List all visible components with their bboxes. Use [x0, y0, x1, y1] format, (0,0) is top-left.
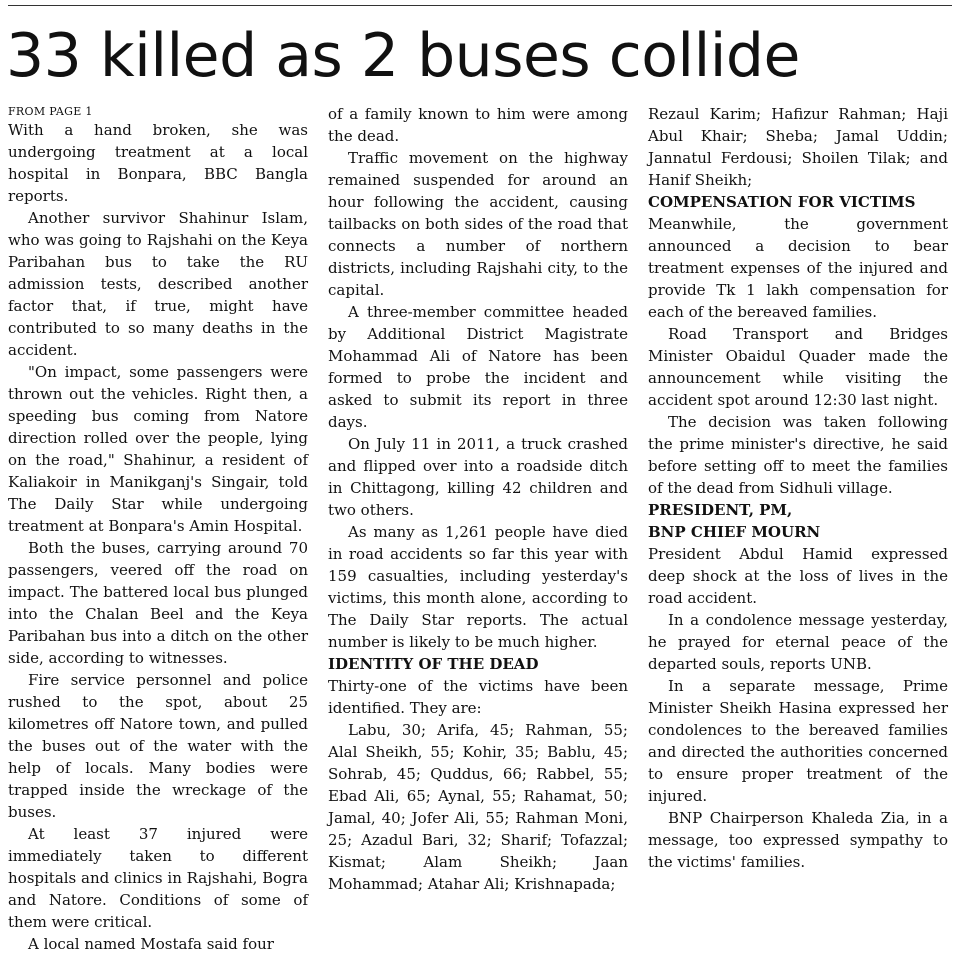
paragraph: Thirty-one of the victims have been identified. They are:	[328, 677, 628, 717]
paragraph: With a hand broken, she was undergoing treatment at a local hospital in Bonpara, BBC Bangla reports.	[8, 121, 308, 205]
paragraph: In a condolence message yesterday, he prayed for eternal peace of the departed souls, reports UNB.	[648, 611, 948, 673]
victim-list-continued: Rezaul Karim; Hafizur Rahman; Haji Abul Khair; Sheba; Jamal Uddin; Jannatul Ferdousi; Shoilen Tilak; and Hanif Sheikh;	[648, 105, 948, 189]
paragraph: Meanwhile, the government announced a decision to bear treatment expenses of the injured and provide Tk 1 lakh compensation for each of the bereaved families.	[648, 215, 948, 321]
subhead-mourn	[648, 499, 948, 543]
subhead-compensation: COMPENSATION FOR VICTIMS	[648, 193, 916, 211]
paragraph: A local named Mostafa said four	[28, 935, 274, 953]
paragraph: On July 11 in 2011, a truck crashed and flipped over into a roadside ditch in Chittagong, killing 42 children and two others.	[328, 435, 628, 519]
paragraph: BNP Chairperson Khaleda Zia, in a message, too expressed sympathy to the victims' families.	[648, 809, 948, 871]
paragraph: "On impact, some passengers were thrown out the vehicles. Right then, a speeding bus coming from Natore direction rolled over the people, lying on the road," Shahinur, a resident of Kaliakoir in Manikganj's Singair, told The Daily Star while undergoing treatment at Bonpara's Amin Hospital.	[8, 363, 308, 535]
paragraph: Road Transport and Bridges Minister Obaidul Quader made the announcement while visiting the accident spot around 12:30 last night.	[648, 325, 948, 409]
paragraph: The decision was taken following the prime minister's directive, he said before setting off to meet the families of the dead from Sidhuli village.	[648, 413, 948, 497]
paragraph: Both the buses, carrying around 70 passengers, veered off the road on impact. The battered local bus plunged into the Chalan Beel and the Keya Paribahan bus into a ditch on the other side, according to witnesses.	[8, 539, 308, 667]
paragraph: At least 37 injured were immediately taken to different hospitals and clinics in Rajshahi, Bogra and Natore. Conditions of some of them were critical.	[8, 825, 308, 931]
paragraph: As many as 1,261 people have died in road accidents so far this year with 159 casualties, including yesterday's victims, this month alone, according to The Daily Star reports. The actual number is likely to be much higher.	[328, 523, 628, 651]
column-2	[328, 103, 628, 895]
subhead-mourn-line2: BNP CHIEF MOURN	[648, 523, 821, 541]
paragraph: Fire service personnel and police rushed to the spot, about 25 kilometres off Natore town, and pulled the buses out of the water with the help of locals. Many bodies were trapped inside the wreckage of the buses.	[8, 671, 308, 821]
paragraph: Another survivor Shahinur Islam, who was going to Rajshahi on the Keya Paribahan bus to take the RU admission tests, described another factor that, if true, might have contributed to so many deaths in the accident.	[8, 209, 308, 359]
paragraph: In a separate message, Prime Minister Sheikh Hasina expressed her condolences to the bereaved families and directed the authorities concerned to ensure proper treatment of the injured.	[648, 677, 948, 805]
headline: 33 killed as 2 buses collide	[6, 21, 800, 91]
column-1	[8, 105, 308, 955]
victim-list: Labu, 30; Arifa, 45; Rahman, 55; Alal Sheikh, 55; Kohir, 35; Bablu, 45; Sohrab, 45; Quddus, 66; Rabbel, 55; Ebad Ali, 65; Aynal, 55; Rahamat, 50; Jamal, 40; Jofer Ali, 55; Rahman Moni, 25; Azadul Bari, 32; Sharif; Tofazzal; Kismat; Alam Sheikh; Jaan Mohammad; Atahar Ali; Krishnapada;	[328, 721, 628, 893]
paragraph: Traffic movement on the highway remained suspended for around an hour following the accident, causing tailbacks on both sides of the road that connects a number of northern districts, including Rajshahi city, to the capital.	[328, 149, 628, 299]
top-rule	[8, 5, 952, 6]
paragraph: President Abdul Hamid expressed deep shock at the loss of lives in the road accident.	[648, 545, 948, 607]
kicker: FROM PAGE 1	[8, 105, 93, 118]
subhead-identity: IDENTITY OF THE DEAD	[328, 655, 539, 673]
paragraph: of a family known to him were among the dead.	[328, 105, 628, 145]
paragraph: A three-member committee headed by Additional District Magistrate Mohammad Ali of Natore has been formed to probe the incident and asked to submit its report in three days.	[328, 303, 628, 431]
subhead-mourn-line1: PRESIDENT, PM,	[648, 501, 793, 519]
column-3	[648, 103, 948, 873]
